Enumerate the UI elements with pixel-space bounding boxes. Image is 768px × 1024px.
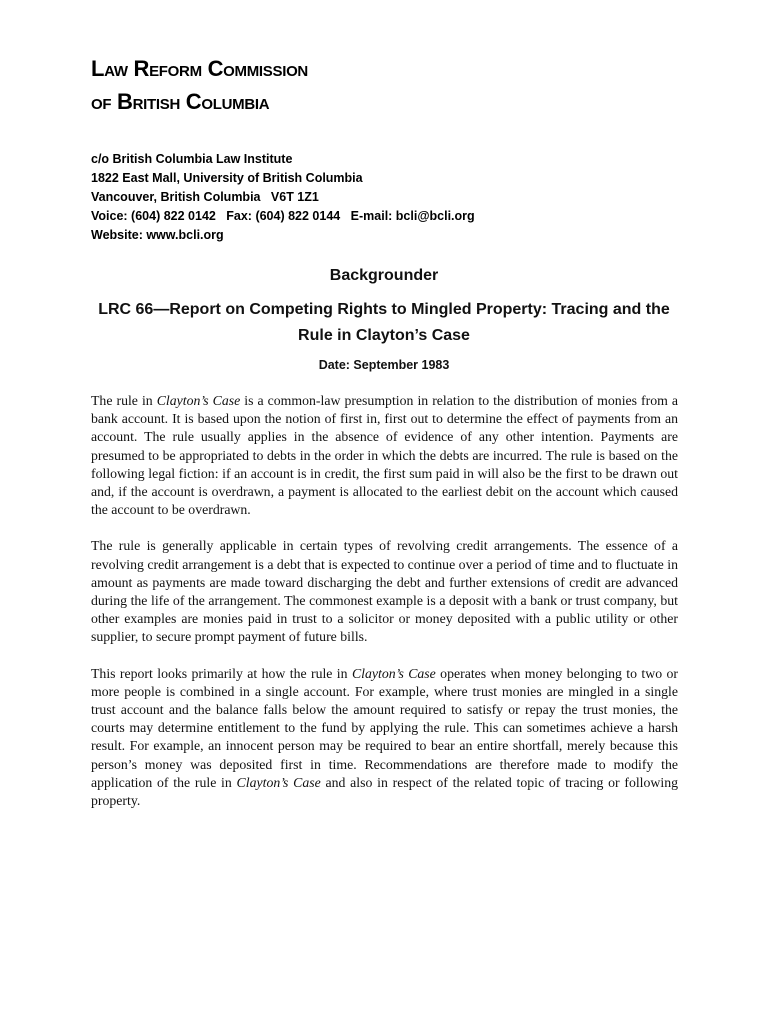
- org-name-line-1: Law Reform Commission: [91, 56, 308, 81]
- report-title: LRC 66—Report on Competing Rights to Mingled Property: Tracing and the Rule in Clayton’s Case: [98, 301, 670, 344]
- paragraph-3-text-b: operates when money belonging to two or more people is combined in a single account. For example, where trust monies are mingled in a single trust account and the balance falls below the amount required to satisfy or repay the trust monies, the courts may determine entitlement to the fund by applying the rule. This can sometimes achieve a harsh result. For example, an innocent person may be required to bear an entire shortfall, merely because this person’s money was deposited first in time. Recommendations are therefore made to modify the application of the rule in: [91, 665, 678, 790]
- paragraph-1: [91, 392, 678, 519]
- paragraph-2: The rule is generally applicable in certain types of revolving credit arrangements. The essence of a revolving credit arrangement is a debt that is expected to continue over a period of time and to fluctuate in amount as payments are made toward discharging the debt and further extensions of credit are advanced during the life of the arrangement. The commonest example is a deposit with a bank or trust company, but other examples are monies paid in trust to a solicitor or money deposited with a public utility or other supplier, to secure prompt payment of future bills.: [91, 538, 678, 645]
- contact-phone-fax-email: Voice: (604) 822 0142 Fax: (604) 822 0144 E-mail: bcli@bcli.org: [91, 209, 475, 223]
- paragraph-3-text-c: and also in respect of the related topic of tracing or following property.: [91, 774, 679, 809]
- paragraph-1-text-b: is a common-law presumption in relation to the distribution of monies from a bank account. It is based upon the notion of first in, first out to determine the effect of payments from an account. The rule usually applies in the absence of evidence of any other intention. Payments are presumed to be appropriated to debts in the order in which the debts are incurred. The rule is based on the following legal fiction: if an account is in credit, the first sum paid in will also be the first to be drawn out and, if the account is overdrawn, a payment is allocated to the earliest debit on the account which caused the account to be overdrawn.: [91, 393, 679, 518]
- case-name: Clayton’s Case: [351, 665, 436, 681]
- org-name-line-2: of British Columbia: [91, 89, 270, 114]
- document-type-heading: Backgrounder: [329, 267, 439, 284]
- contact-website: Website: www.bcli.org: [91, 228, 224, 242]
- case-name: Clayton’s Case: [156, 393, 241, 408]
- paragraph-1-text-a: The rule in: [91, 393, 157, 408]
- body-text: [91, 392, 678, 828]
- contact-street: 1822 East Mall, University of British Columbia: [91, 171, 363, 185]
- paragraph-3-text-a: This report looks primarily at how the rule in: [91, 665, 352, 681]
- report-date: Date: September 1983: [318, 358, 450, 372]
- case-name: Clayton’s Case: [236, 774, 321, 790]
- contact-block: [91, 150, 475, 245]
- paragraph-3: [91, 665, 678, 811]
- contact-care-of: c/o British Columbia Law Institute: [91, 152, 293, 166]
- contact-city: Vancouver, British Columbia V6T 1Z1: [91, 190, 319, 204]
- letterhead: [91, 52, 308, 118]
